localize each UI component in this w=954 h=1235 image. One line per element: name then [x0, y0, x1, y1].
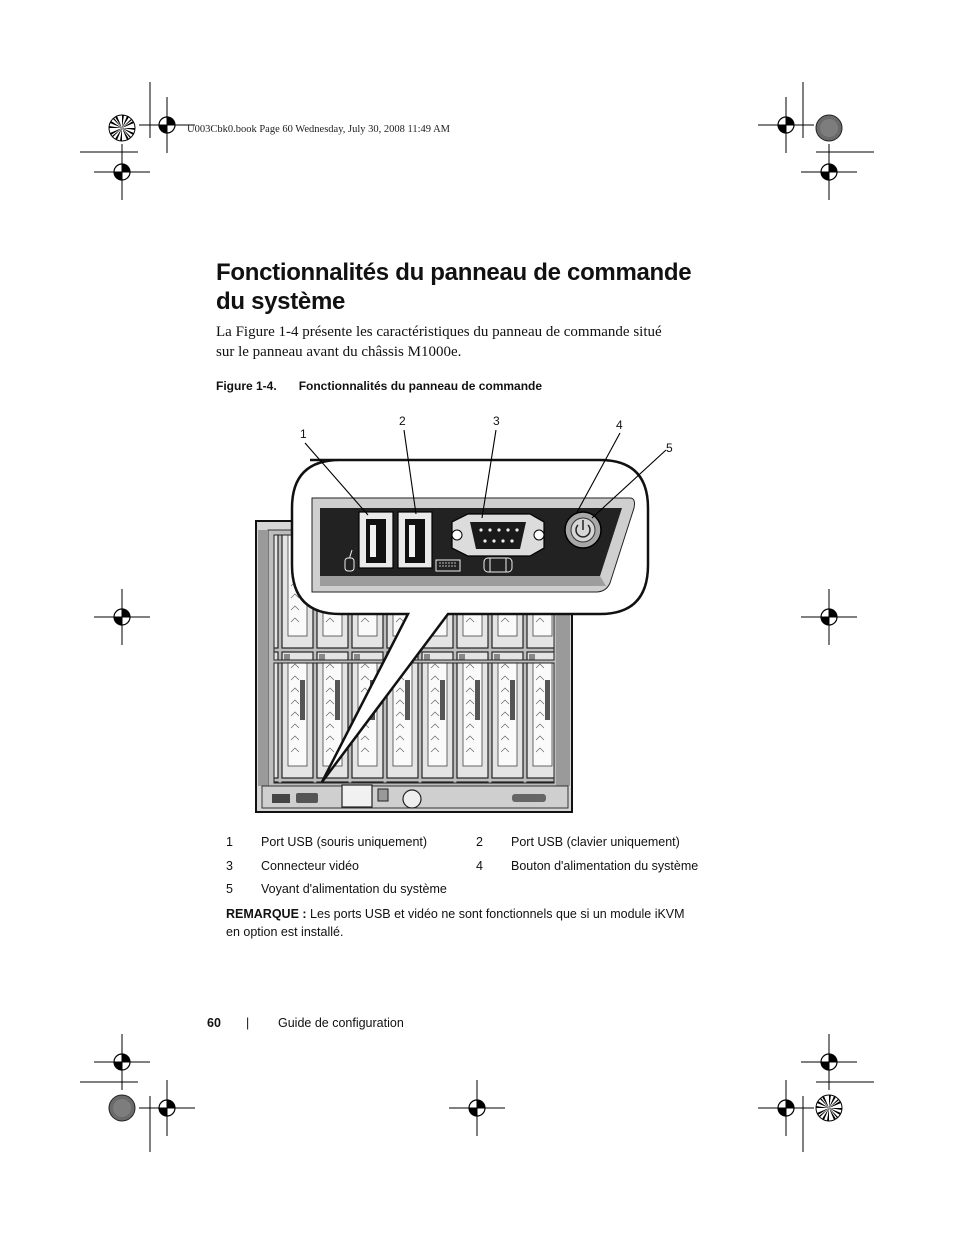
- note-text-line2: en option est installé.: [226, 925, 344, 939]
- note-label: REMARQUE :: [226, 907, 307, 921]
- legend-label-5: Voyant d'alimentation du système: [261, 882, 447, 896]
- legend-label-2: Port USB (clavier uniquement): [511, 835, 680, 849]
- note-block: [226, 905, 716, 941]
- legend-label-3: Connecteur vidéo: [261, 859, 359, 873]
- legend-num-2: 2: [476, 835, 483, 849]
- footer-separator: |: [246, 1016, 250, 1030]
- legend-label-4: Bouton d'alimentation du système: [511, 859, 699, 873]
- legend-num-1: 1: [226, 835, 233, 849]
- section-title-line2: du système: [216, 288, 346, 315]
- callout-2: 2: [399, 414, 406, 428]
- legend-num-4: 4: [476, 859, 483, 873]
- intro-line1: La Figure 1-4 présente les caractéristiques du panneau de commande situé: [216, 324, 662, 340]
- print-info-header: U003Cbk0.book Page 60 Wednesday, July 30, 2008 11:49 AM: [187, 124, 451, 135]
- figure-number: Figure 1-4.: [216, 379, 277, 393]
- figure-title: Fonctionnalités du panneau de commande: [298, 379, 543, 393]
- footer-book-title: Guide de configuration: [278, 1016, 404, 1030]
- callout-5: 5: [666, 441, 673, 455]
- callout-4: 4: [616, 418, 623, 432]
- section-title-line1: Fonctionnalités du panneau de commande: [216, 259, 692, 286]
- legend-num-5: 5: [226, 882, 233, 896]
- callout-3: 3: [493, 414, 500, 428]
- intro-line2: sur le panneau avant du châssis M1000e.: [216, 344, 462, 360]
- page-number: 60: [207, 1016, 221, 1030]
- note-text-line1: Les ports USB et vidéo ne sont fonctionnels que si un module iKVM: [306, 907, 685, 921]
- legend-num-3: 3: [226, 859, 233, 873]
- callout-1: 1: [300, 427, 307, 441]
- legend-label-1: Port USB (souris uniquement): [261, 835, 428, 849]
